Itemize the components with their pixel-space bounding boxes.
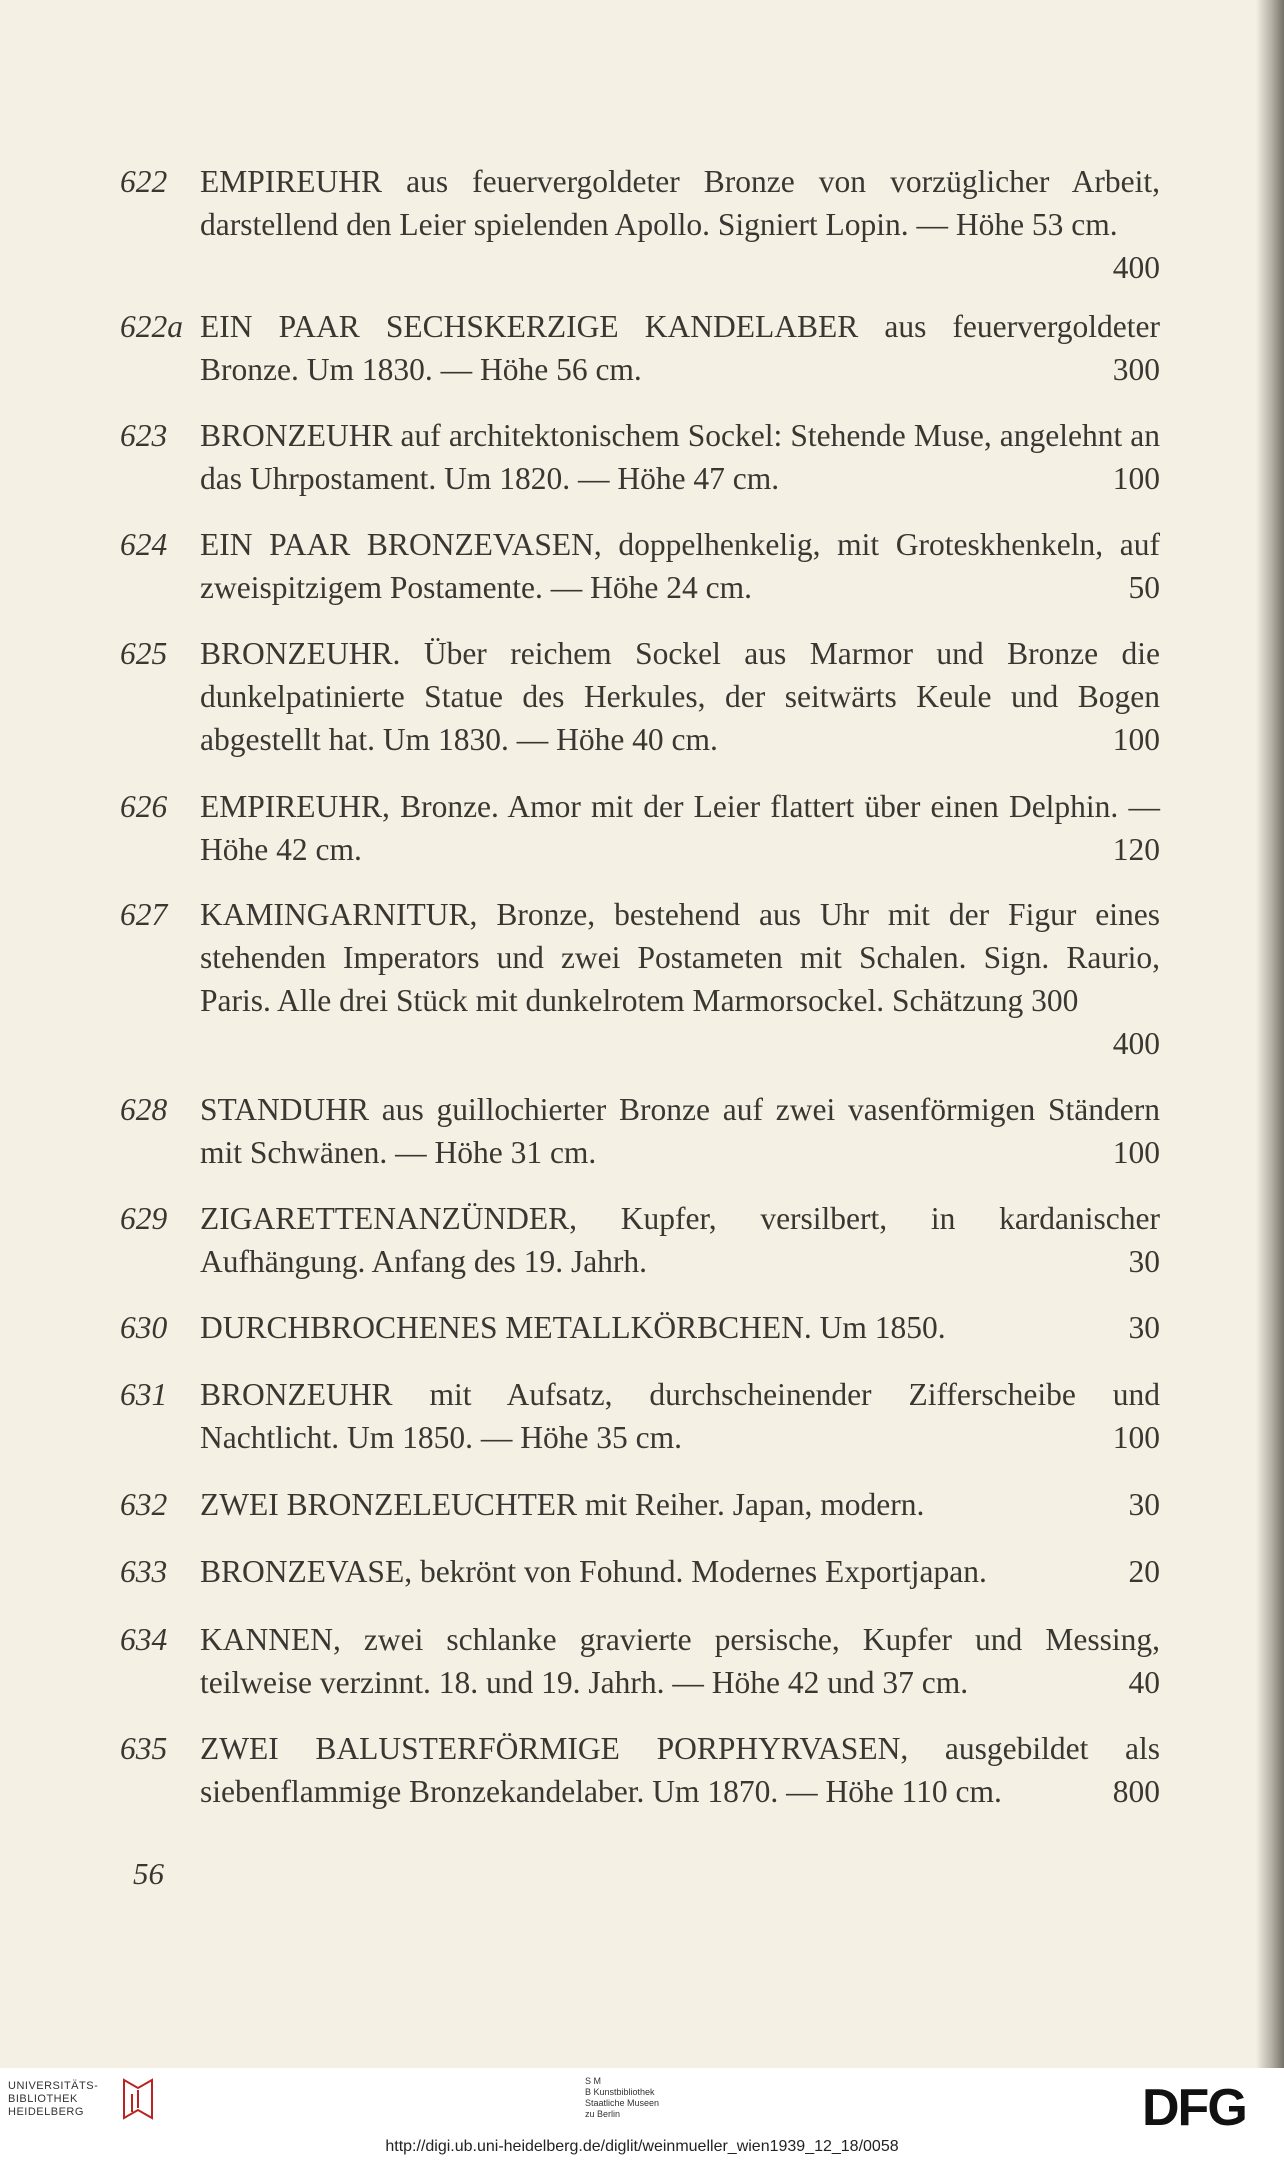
lot-description: BRONZEVASE, bekrönt von Fohund. Modernes Exportjapan.	[200, 1554, 987, 1589]
lot-number: 629	[120, 1201, 168, 1236]
university-library-label: UNIVERSITÄTS- BIBLIOTHEK HEIDELBERG	[8, 2080, 99, 2118]
lot-description: ZWEI BALUSTERFÖRMIGE PORPHYRVASEN, ausgebildet als siebenflammige Bronzekandelaber. Um 1870. — Höhe 110 cm.	[200, 1731, 1160, 1809]
catalog-entry-634	[120, 1618, 1160, 1704]
lot-number: 630	[120, 1310, 168, 1345]
lot-number: 635	[120, 1731, 168, 1766]
lot-description: KANNEN, zwei schlanke gravierte persische, Kupfer und Messing, teilweise verzinnt. 18. und 19. Jahrh. — Höhe 42 und 37 cm.	[200, 1622, 1160, 1700]
lot-description: STANDUHR aus guillochierter Bronze auf zwei vasenförmigen Ständern mit Schwänen. — Höhe 31 cm.	[200, 1092, 1160, 1170]
catalog-entry-623	[120, 414, 1160, 500]
lot-price: 20	[1128, 1554, 1160, 1589]
lot-price: 50	[1128, 570, 1160, 605]
lot-description: EIN PAAR SECHSKERZIGE KANDELABER aus feuervergoldeter Bronze. Um 1830. — Höhe 56 cm.	[200, 309, 1160, 387]
lot-price: 400	[1112, 1026, 1160, 1061]
lot-description: BRONZEUHR. Über reichem Sockel aus Marmor und Bronze die dunkelpatinierte Statue des Herkules, der seitwärts Keule und Bogen abgestellt hat. Um 1830. — Höhe 40 cm.	[200, 636, 1160, 757]
lot-description: KAMINGARNITUR, Bronze, bestehend aus Uhr mit der Figur eines stehenden Imperators und zwei Postameten mit Schalen. Sign. Raurio, Paris. Alle drei Stück mit dunkelrotem Marmorsockel. Schätzung 300	[200, 897, 1160, 1018]
lot-price: 30	[1128, 1244, 1160, 1279]
catalog-entry-624	[120, 523, 1160, 609]
lot-price: 100	[1112, 1135, 1160, 1170]
lot-description: EMPIREUHR aus feuervergoldeter Bronze von vorzüglicher Arbeit, darstellend den Leier spielenden Apollo. Signiert Lopin. — Höhe 53 cm.	[200, 164, 1160, 242]
catalog-entry-631	[120, 1373, 1160, 1459]
source-url-link[interactable]: http://digi.ub.uni-heidelberg.de/diglit/weinmueller_wien1939_12_18/0058	[385, 2138, 899, 2155]
lot-number: 628	[120, 1092, 168, 1127]
university-logo-icon	[118, 2076, 158, 2122]
lot-description: DURCHBROCHENES METALLKÖRBCHEN. Um 1850.	[200, 1310, 946, 1345]
lot-number: 624	[120, 527, 168, 562]
lot-number: 622	[120, 164, 168, 199]
catalog-entry-630	[120, 1306, 1160, 1349]
lot-price: 800	[1112, 1774, 1160, 1809]
catalog-entry-633	[120, 1550, 1160, 1593]
lot-number: 622a	[120, 309, 183, 344]
lot-number: 627	[120, 897, 168, 932]
lot-price: 30	[1128, 1310, 1160, 1345]
lot-price: 100	[1112, 461, 1160, 496]
lot-price: 30	[1128, 1487, 1160, 1522]
lot-description: EMPIREUHR, Bronze. Amor mit der Leier flattert über einen Delphin. — Höhe 42 cm.	[200, 789, 1160, 867]
catalog-entry-626	[120, 785, 1160, 871]
catalog-entry-625	[120, 632, 1160, 761]
lot-price: 100	[1112, 722, 1160, 757]
catalog-entry-628	[120, 1088, 1160, 1174]
lot-price: 120	[1112, 832, 1160, 867]
catalog-entry-627	[120, 893, 1160, 1065]
lot-number: 633	[120, 1554, 168, 1589]
catalog-entry-629	[120, 1197, 1160, 1283]
lot-description: ZIGARETTENANZÜNDER, Kupfer, versilbert, in kardanischer Aufhängung. Anfang des 19. Jahrh.	[200, 1201, 1160, 1279]
library-stamp: S M B Kunstbibliothek Staatliche Museen zu Berlin	[585, 2076, 660, 2119]
catalog-entry-622a	[120, 305, 1160, 391]
lot-number: 631	[120, 1377, 168, 1412]
lot-number: 626	[120, 789, 168, 824]
lot-description: BRONZEUHR mit Aufsatz, durchscheinender Zifferscheibe und Nachtlicht. Um 1850. — Höhe 35 cm.	[200, 1377, 1160, 1455]
catalog-entry-635	[120, 1727, 1160, 1813]
catalog-entry-622	[120, 160, 1160, 289]
lot-number: 634	[120, 1622, 168, 1657]
lot-description: BRONZEUHR auf architektonischem Sockel: Stehende Muse, angelehnt an das Uhrpostament. Um 1820. — Höhe 47 cm.	[200, 418, 1160, 496]
lot-price: 300	[1112, 352, 1160, 387]
lot-number: 632	[120, 1487, 168, 1522]
lot-price: 100	[1112, 1420, 1160, 1455]
lot-description: EIN PAAR BRONZEVASEN, doppelhenkelig, mit Groteskhenkeln, auf zweispitzigem Postamente. — Höhe 24 cm.	[200, 527, 1160, 605]
lot-price: 40	[1128, 1665, 1160, 1700]
lot-number: 623	[120, 418, 168, 453]
catalog-entry-632	[120, 1483, 1160, 1526]
footer-bar	[0, 2068, 1284, 2161]
lot-number: 625	[120, 636, 168, 671]
dfg-logo: DFG	[1142, 2079, 1246, 2137]
page-number: 56	[133, 1856, 164, 1891]
lot-price: 400	[1112, 250, 1160, 285]
lot-description: ZWEI BRONZELEUCHTER mit Reiher. Japan, modern.	[200, 1487, 925, 1522]
